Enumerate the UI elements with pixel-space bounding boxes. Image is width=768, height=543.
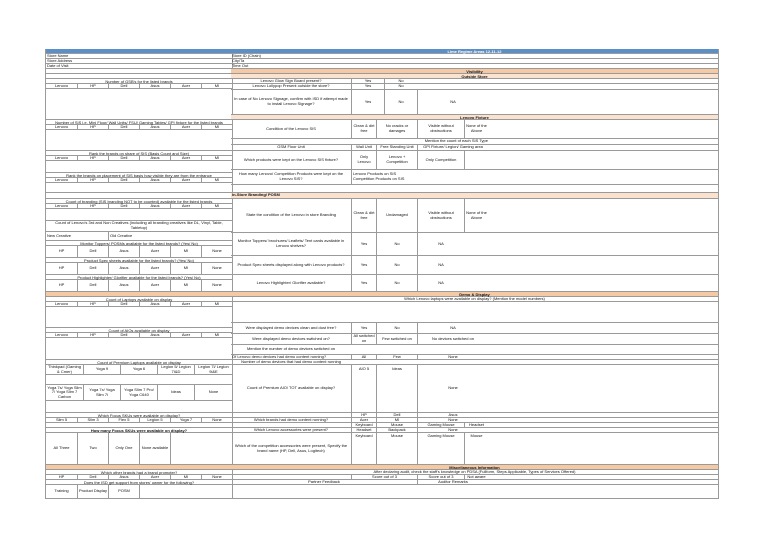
highlighter-title: Product Highlighter/ Glorifier available for the listed brands? (Yes/ No): [46, 275, 232, 280]
product-spec-q: Product Spec sheets displayed along with Lenovo products?: [237, 261, 345, 267]
gsb-values-row: [46, 89, 232, 120]
gsb-brand-1: HP: [77, 84, 108, 88]
auditor-remarks-label: Auditor Remarks: [417, 480, 488, 484]
mw-brand-4: Acer: [170, 125, 201, 129]
product-spec-title: Product Spec sheets available for the listed brands? (Yes/ No): [46, 258, 232, 263]
db-col-0: HP: [351, 413, 376, 417]
no-signage-na: NA: [417, 90, 488, 114]
premium2-col-4: None: [194, 385, 232, 400]
left-column: [45, 49, 233, 499]
focus-col-3: Legion 5: [139, 418, 170, 422]
count-laptops-title: Count of Laptops available on display: [46, 297, 232, 302]
mt-brand-4: Acer: [139, 246, 170, 257]
staff-support-title: Does the ISD get support from stores' owner for the following?: [46, 480, 232, 485]
ps-brand-4: Acer: [139, 263, 170, 274]
focus-sku-title: Which Focus SKUs were available on display?: [46, 413, 232, 418]
ca-values-row: [46, 338, 232, 360]
comp-accessories-q: Which of the competition accessories were present, Specify the brand name (HP, Dell, Asus, Logitech): [234, 442, 348, 453]
survey-sheet: [45, 49, 718, 499]
state-col-0: Clean & dirt free: [351, 199, 376, 232]
cb-brand-2: Dell: [108, 204, 139, 208]
highlighter-q: Lenovo Highlighter/ Glorifier available?: [256, 279, 326, 285]
which-brands-demo-q: Which brands had demo content running?: [253, 418, 329, 422]
hl-none: None: [201, 280, 232, 291]
db-col-4: MI: [376, 418, 417, 422]
how-many-focus-title: How many Focus SKUs were available on display?: [46, 428, 232, 433]
cond-col-1: No cracks or damages: [376, 120, 417, 138]
monitor-toppers-q: Monitor Toppers/ brochures/ Leaflets/ Tent cards available in Lenovo shelves?: [237, 238, 345, 248]
cb-brand-3: Asus: [139, 204, 170, 208]
misc-bar: Miscellaneous Information: [231, 465, 718, 470]
gsb-brand-3: Asus: [139, 84, 170, 88]
focus-count-3: None available: [139, 433, 170, 464]
how-many-products-row: [231, 170, 718, 185]
dc-yes: Yes: [351, 323, 376, 333]
dcr-all: All: [351, 355, 376, 359]
glow-sign-q: Lenovo Glow Sign Board present?: [260, 79, 322, 83]
mt-na: NA: [417, 233, 464, 255]
cl-brand-3: Asus: [139, 302, 170, 306]
glow-no: No: [384, 79, 417, 83]
highlighter-row: [231, 275, 718, 292]
sis-type-3: GPI Fixture/ Legion/ Gaming area: [417, 145, 488, 150]
premium-values-row-1: [46, 375, 232, 385]
count-branding-title: Count of branding (SIS branding NOT to be counted) available for the listed brands: [46, 199, 232, 204]
hl-brands-row: [46, 280, 232, 292]
glow-yes: Yes: [351, 79, 384, 83]
aio-col-0: AIO 5: [351, 365, 376, 412]
feedback-values-row: [231, 485, 718, 499]
product-spec-row: [231, 256, 718, 275]
count-premium-aio-q: Count of Premium AIO/ TOT available on display?: [246, 385, 336, 391]
mw-brand-2: Dell: [108, 125, 139, 129]
score-col-0: Score out of 3: [351, 475, 417, 479]
time-out-label: Time Out: [232, 64, 249, 68]
demo-switched-q: Were displayed demo devices switched on?: [252, 335, 330, 341]
wb-col-4: MI: [170, 475, 201, 479]
lollypop-q: Lenovo Lollypop Present outside the store?: [252, 84, 330, 89]
cl-brand-1: HP: [77, 302, 108, 306]
monitor-toppers-row: [231, 233, 718, 256]
comp-products-label: Competition Products on SIS: [353, 176, 405, 181]
sw-col-0: All switched on: [351, 334, 376, 344]
re-brand-3: Asus: [139, 178, 170, 182]
db-col-2: Asus: [417, 413, 488, 417]
partner-feedback-label: Partner Feedback: [308, 480, 340, 484]
premium-col-1: Yoga 9: [83, 365, 120, 374]
ca-brand-4: Acer: [170, 333, 201, 337]
count-creatives-title: Count of Lenovo's 3rd and Non Creatives (including all branding creatives like DL, Vinyl, Table, Tabletop): [46, 221, 232, 232]
ps-brand-5: MI: [170, 263, 201, 274]
staff-support-row: [46, 485, 232, 499]
staff-col-2: POSM: [108, 485, 139, 498]
focus-count-1: Two: [77, 433, 108, 464]
wb-col-3: Acer: [139, 475, 170, 479]
ps-brand-2: Dell: [77, 263, 108, 274]
sis-type-0: GSM Floor Unit: [277, 145, 305, 150]
ca-brand-5: MI: [201, 333, 232, 337]
mt-no: No: [376, 233, 417, 255]
wb-col-5: None: [201, 475, 232, 479]
hl-brand-1: HP: [58, 282, 65, 288]
lenovo-products-label: Lenovo Products on SIS: [353, 171, 397, 177]
gsb-brand-0: Lenovo: [54, 84, 69, 88]
wb-col-0: HP: [58, 475, 65, 479]
count-aios-title: Count of AIOs available on display: [46, 328, 232, 333]
acc-col-6: None: [417, 428, 488, 432]
no-signage-q: In case of No Lenovo Signage, confirm with ISD if attempt made to install Lenovo Signage?: [234, 96, 348, 106]
mention-switched-label: Mention the number of demo devices switched on: [246, 346, 336, 352]
state-condition-row: [231, 199, 718, 233]
premium-col-0: Thinkpad (Gaming & Cmer): [48, 365, 81, 374]
cb-brand-1: HP: [77, 204, 108, 208]
sw-col-2: No devices switched on: [417, 334, 488, 344]
ps-brands-row: [46, 263, 232, 275]
mention-switched-row: [231, 345, 718, 355]
premium2-col-3: Ideas: [157, 385, 194, 400]
wb-col-2: Asus: [108, 475, 139, 479]
cb-values-row: [46, 209, 232, 221]
focus-col-2: Flex 5: [108, 418, 139, 422]
sis-condition-q: Condition of the Lenovo SIS: [266, 125, 316, 131]
mt-yes: Yes: [351, 233, 376, 255]
cacc-col-1: Mouse: [376, 433, 417, 464]
how-many-products-q: How many Lenovo/ Competition Products were kept on the Lenovo SIS?: [238, 171, 344, 181]
right-column: [231, 49, 719, 499]
cl-values-row: [46, 307, 232, 328]
focus-count-blank: [170, 433, 232, 464]
rs-brand-2: Dell: [108, 156, 139, 160]
sis-type-2: Free Standing Unit: [376, 145, 417, 150]
demo-switched-row: [231, 334, 718, 345]
mention-count-label: Mention the count of each SIS Type: [424, 139, 488, 144]
in-store-branding-bar: In-Store Branding/ POSM: [231, 193, 718, 199]
score-col-1: Score out of 3: [417, 475, 464, 479]
re-brand-0: Lenovo: [54, 178, 69, 182]
mw-values-row: [46, 130, 232, 151]
mt-brand-1: HP: [58, 248, 65, 254]
mw-brand-5: MI: [201, 125, 232, 129]
cl-brand-5: MI: [201, 302, 232, 306]
cond-col-0: Clean & dirt free: [351, 120, 376, 138]
focus-col-1: Slim 3: [77, 418, 108, 422]
ps-yes: Yes: [351, 256, 376, 274]
rank-entrance-title: Rank the brands on placement of SIS basis how visible they are from the entrance: [46, 173, 232, 178]
products-col-3: [464, 151, 488, 169]
ps-na: NA: [417, 256, 464, 274]
rs-brand-4: Acer: [170, 156, 201, 160]
focus-count-0: All Three: [53, 445, 70, 451]
rs-brand-0: Lenovo: [54, 156, 69, 160]
which-brand-title: Which other brands had a brand promoter?: [46, 470, 232, 475]
demo-clean-row: [231, 323, 718, 334]
ca-brand-1: HP: [77, 333, 108, 337]
cacc-col-0: Keyboard: [351, 433, 376, 464]
cb-brand-5: MI: [201, 204, 232, 208]
premium-col-3: Legion 5/ Legion 7I&D: [157, 365, 194, 374]
re-brand-2: Dell: [108, 178, 139, 182]
ps-brand-3: Asus: [108, 263, 139, 274]
db-col-5: None: [417, 418, 488, 422]
products-on-sis: [351, 170, 488, 184]
dcr-few: Few: [376, 355, 417, 359]
products-col-0: Only Lenovo: [351, 151, 376, 169]
rs-brand-5: MI: [201, 156, 232, 160]
premium2-col-1: Yoga 7x/ Yoga Slim 7i: [83, 385, 120, 400]
aio-none: None: [417, 365, 488, 412]
mw-title: Number of SIS i.e. Mini Floor/ Wall Units/ FSU/ Gaming Tables/ GPI fixture for the listed brands: [46, 120, 232, 125]
cl-brand-2: Dell: [108, 302, 139, 306]
hl-brand-3: Asus: [108, 280, 139, 291]
premium2-col-2: Yoga Slim 7 Pro/ Yoga C640: [120, 385, 157, 400]
focus-col-0: Slim 5: [55, 418, 68, 422]
premium-col-2: Yoga 6: [120, 365, 157, 374]
sw-col-1: Few switched on: [376, 334, 417, 344]
state-col-3: None of the Above: [464, 199, 488, 232]
city-label: City/Ta: [232, 59, 245, 63]
premium2-col-0: Yoga 7s/ Yoga Slim 7/ Yoga Slim 7 Carbon: [47, 385, 82, 399]
score-col-3: Not aware: [464, 475, 488, 479]
cl-brand-4: Acer: [170, 302, 201, 306]
hl-brand-4: Acer: [139, 280, 170, 291]
mt-brand-5: MI: [170, 246, 201, 257]
acc-col-4: Headset: [351, 428, 376, 432]
sis-condition-row: [231, 120, 718, 139]
demo-content-label: Of Lenovo demo devices had demo content running?: [232, 355, 327, 359]
state-condition-q: State the condition of the Lenovo in store Branding: [246, 212, 336, 218]
hl-no: No: [376, 275, 417, 291]
aio-col-1: Ideas: [376, 365, 417, 412]
store-name-label: Store Name: [47, 54, 69, 58]
gsb-brand-4: Acer: [170, 84, 201, 88]
products-col-2: Only Competition: [417, 151, 464, 169]
rs-brand-1: HP: [77, 156, 108, 160]
mt-none: None: [201, 246, 232, 257]
doc-title: Lime Regime Areas 12-11-12: [447, 48, 502, 54]
gsb-brand-5: MI: [201, 84, 232, 88]
count-premium-title: Count of Premium Laptops available on display: [46, 360, 232, 365]
rank-share-values-row: [46, 161, 232, 173]
demo-display-bar: Demo & Display: [231, 292, 718, 297]
new-creative-label: New Creative: [47, 232, 72, 238]
mt-brand-3: Asus: [108, 246, 139, 257]
how-many-focus-row: [46, 433, 232, 465]
lenovo-fixture-bar: Lenovo Fixture: [231, 115, 718, 120]
staff-col-1: Product Display: [77, 485, 108, 498]
hl-na: NA: [417, 275, 464, 291]
count-premium-aio-row: [231, 365, 718, 413]
store-id-label: Store ID (Chain): [232, 54, 261, 58]
dc-no: No: [376, 323, 417, 333]
acc-col-3: Headset: [464, 423, 488, 427]
products-col-1: Lenovo + Competition: [376, 151, 417, 169]
visibility-bar: Visibility: [231, 69, 718, 74]
right-spacer-1: [231, 185, 718, 193]
re-brand-1: HP: [77, 178, 108, 182]
cacc-col-2: Gaming Mouse: [417, 433, 464, 464]
which-products-q: Which products were kept on the Lenovo SIS fixture?: [243, 156, 339, 162]
cb-brand-0: Lenovo: [54, 204, 69, 208]
cond-col-2: Visible without obstructions: [417, 120, 464, 138]
state-col-1: Undamaged: [376, 199, 417, 232]
db-col-1: Dell: [376, 413, 417, 417]
demo-content-running-label: Number of demo devices that had demo content running: [241, 360, 341, 364]
focus-col-4: Yoga 7: [170, 418, 201, 422]
mw-brand-3: Asus: [139, 125, 170, 129]
rs-brand-3: Asus: [139, 156, 170, 160]
rank-share-title: Rank the brands on share of SIS (Basis Count and Size): [46, 151, 232, 156]
sis-type-1: Wall Unit: [351, 145, 376, 150]
re-brand-4: Acer: [170, 178, 201, 182]
cl-brand-0: Lenovo: [54, 302, 69, 306]
hl-yes: Yes: [351, 275, 376, 291]
staff-col-0: Training: [54, 488, 69, 494]
outside-store-bar: Outside Store: [231, 74, 718, 79]
mt-brands-row: [46, 246, 232, 258]
db-col-3: Acer: [351, 418, 376, 422]
premium-cols-row-2: [46, 385, 232, 401]
hl-brand-5: MI: [170, 280, 201, 291]
store-address-label: Store Address: [47, 59, 73, 63]
gsb-title: Number of GSB's for the listed brands: [46, 79, 232, 84]
comp-accessories-row: [231, 433, 718, 465]
wb-col-1: Dell: [77, 475, 108, 479]
accessories-q: Which Lenovo accessories were present?: [253, 428, 329, 432]
no-signage-yes: Yes: [351, 90, 384, 114]
monitor-toppers-title: Monitor Toppers/ POSMs available for the listed brands? (Yes/ No): [46, 241, 232, 246]
acc-col-1: Mouse: [376, 423, 417, 427]
dc-na: NA: [417, 323, 488, 333]
which-products-row: [231, 151, 718, 170]
acc-col-5: Backpack: [376, 428, 417, 432]
staff-knowledge-label: After declaring audit, check the staff's knowledge on PDSA (Fullform, Steps Applicable, Types of Services Offered): [373, 470, 576, 474]
lollypop-no: No: [384, 84, 417, 89]
laptops-values-row: [231, 302, 718, 323]
no-signage-row: [231, 90, 718, 115]
ca-brand-2: Dell: [108, 333, 139, 337]
cond-col-3: None of the Above: [464, 120, 488, 138]
old-creative-label: Old Creative: [108, 232, 232, 240]
mt-brand-2: Dell: [77, 246, 108, 257]
state-col-2: Visible without obstructions: [417, 199, 464, 232]
cb-brand-4: Acer: [170, 204, 201, 208]
ca-brand-3: Asus: [139, 333, 170, 337]
premium-cols-row-1: [46, 365, 232, 375]
lollypop-yes: Yes: [351, 84, 384, 89]
demo-clean-q: Were displayed demo devices clean and dust free?: [245, 324, 337, 330]
ps-no: No: [376, 256, 417, 274]
dcr-none: None: [417, 355, 488, 359]
hl-brand-2: Dell: [77, 280, 108, 291]
premium-values-row-2: [46, 401, 232, 413]
mw-brand-1: HP: [77, 125, 108, 129]
which-laptops-q: Which Lenovo laptops were available on display? (Mention the model numbers): [404, 297, 545, 301]
acc-col-2: Gaming Mouse: [417, 423, 464, 427]
focus-col-5: None: [201, 418, 232, 422]
focus-count-2: Only One: [108, 433, 139, 464]
ps-none: None: [201, 263, 232, 274]
ca-brand-0: Lenovo: [54, 333, 69, 337]
cacc-col-3: Mouse: [464, 433, 488, 464]
rank-entrance-values-row: [46, 183, 232, 193]
gsb-brand-2: Dell: [108, 84, 139, 88]
staff-col-blank: [139, 485, 232, 498]
mw-brand-0: Lenovo: [54, 125, 69, 129]
ps-brand-1: HP: [58, 265, 65, 271]
re-brand-5: MI: [201, 178, 232, 182]
acc-col-0: Keyboard: [351, 423, 376, 427]
premium-col-4: Legion 7i/ Legion 9i&E: [194, 365, 232, 374]
date-of-visit-label: Date of Visit: [47, 64, 69, 68]
no-signage-no: No: [384, 90, 417, 114]
